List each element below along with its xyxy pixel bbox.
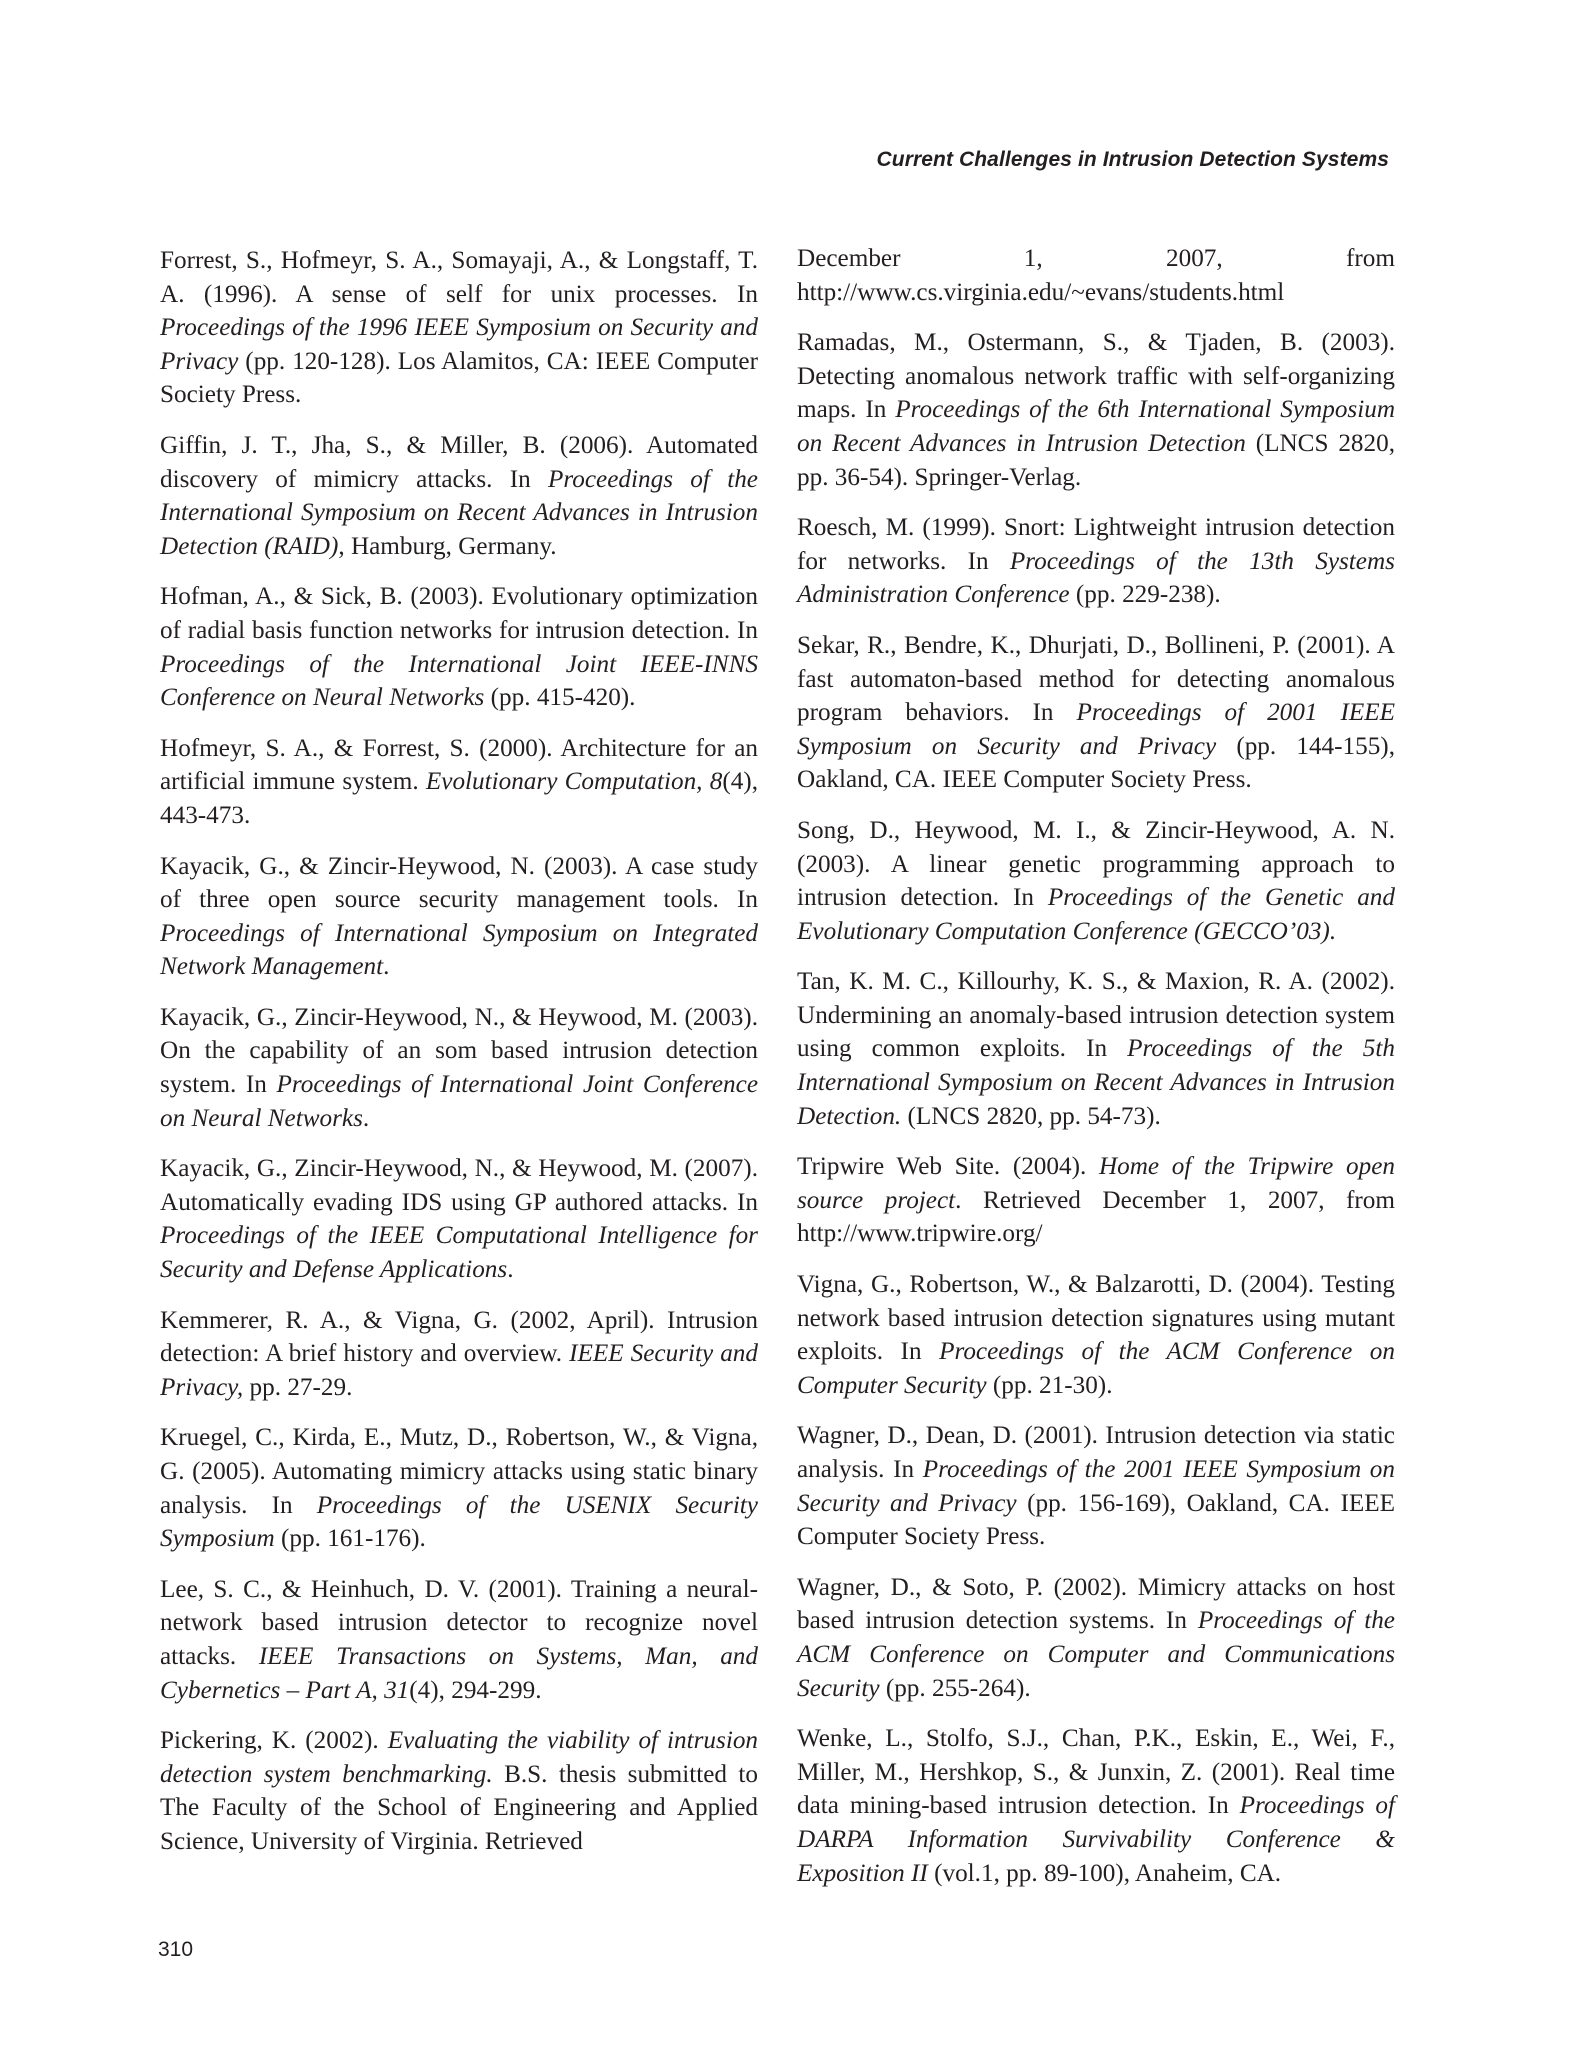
reference-entry: Sekar, R., Bendre, K., Dhurjati, D., Bollineni, P. (2001). A fast automaton-based method for detecting anomalous program behaviors. In Proceedings of 2001 IEEE Symposium on Security and Privacy (pp. 144-155), Oakland, CA. IEEE Computer Society Press. [797, 631, 1395, 794]
reference-entry-continuation: December 1, 2007, from http://www.cs.virginia.edu/~evans/students.html [797, 245, 1395, 306]
reference-entry: Giffin, J. T., Jha, S., & Miller, B. (2006). Automated discovery of mimicry attacks. In Proceedings of the International Symposium on Recent Advances in Intrusion Detection (RAID), Hamburg, Germany. [160, 431, 758, 560]
reference-entry: Forrest, S., Hofmeyr, S. A., Somayaji, A., & Longstaff, T. A. (1996). A sense of self for unix processes. In Proceedings of the 1996 IEEE Symposium on Security and Privacy (pp. 120-128). Los Alamitos, CA: IEEE Computer Society Press. [160, 247, 758, 409]
reference-entry: Pickering, K. (2002). Evaluating the viability of intrusion detection system benchmarking. B.S. thesis submitted to The Faculty of the School of Engineering and Applied Science, University of Virginia. Retrieved [160, 1727, 759, 1855]
reference-entry: Tan, K. M. C., Killourhy, K. S., & Maxion, R. A. (2002). Undermining an anomaly-based intrusion detection system using common exploits. In Proceedings of the 5th International Symposium on Recent Advances in Intrusion Detection. (LNCS 2820, pp. 54-73). [797, 968, 1395, 1130]
reference-entry: Wenke, L., Stolfo, S.J., Chan, P.K., Eskin, E., Wei, F., Miller, M., Hershkop, S., & Junxin, Z. (2001). Real time data mining-based intrusion detection. In Proceedings of DARPA Information Survivability Conference & Exposition II (vol.1, pp. 89-100), Anaheim, CA. [797, 1725, 1395, 1887]
running-header: Current Challenges in Intrusion Detection Systems [876, 148, 1389, 171]
reference-entry: Kemmerer, R. A., & Vigna, G. (2002, April). Intrusion detection: A brief history and overview. IEEE Security and Privacy, pp. 27-29. [160, 1306, 758, 1401]
reference-entry: Roesch, M. (1999). Snort: Lightweight intrusion detection for networks. In Proceedings of the 13th Systems Administration Conference (pp. 229-238). [797, 514, 1395, 609]
reference-entry: Kayacik, G., Zincir-Heywood, N., & Heywood, M. (2007). Automatically evading IDS using GP authored attacks. In Proceedings of the IEEE Computational Intelligence for Security and Defense Applications. [160, 1155, 758, 1284]
references-left-column [160, 244, 758, 1876]
references-right-column [797, 244, 1395, 1907]
reference-entry: Kruegel, C., Kirda, E., Mutz, D., Robertson, W., & Vigna, G. (2005). Automating mimicry attacks using static binary analysis. In Proceedings of the USENIX Security Symposium (pp. 161-176). [160, 1424, 758, 1553]
reference-entry: Lee, S. C., & Heinhuch, D. V. (2001). Training a neural-network based intrusion detector to recognize novel attacks. IEEE Transactions on Systems, Man, and Cybernetics – Part A, 31(4), 294-299. [160, 1575, 758, 1704]
reference-entry: Hofman, A., & Sick, B. (2003). Evolutionary optimization of radial basis function networks for intrusion detection. In Proceedings of the International Joint IEEE-INNS Conference on Neural Networks (pp. 415-420). [160, 583, 758, 712]
reference-entry: Wagner, D., Dean, D. (2001). Intrusion detection via static analysis. In Proceedings of the 2001 IEEE Symposium on Security and Privacy (pp. 156-169), Oakland, CA. IEEE Computer Society Press. [797, 1422, 1396, 1551]
reference-entry: Wagner, D., & Soto, P. (2002). Mimicry attacks on host based intrusion detection systems. In Proceedings of the ACM Conference on Computer and Communications Security (pp. 255-264). [797, 1573, 1395, 1702]
reference-entry: Kayacik, G., & Zincir-Heywood, N. (2003). A case study of three open source security management tools. In Proceedings of International Symposium on Integrated Network Management. [160, 852, 758, 981]
reference-entry: Kayacik, G., Zincir-Heywood, N., & Heywood, M. (2003). On the capability of an som based intrusion detection system. In Proceedings of International Joint Conference on Neural Networks. [160, 1003, 758, 1132]
page-number: 310 [158, 1938, 194, 1961]
reference-entry: Vigna, G., Robertson, W., & Balzarotti, D. (2004). Testing network based intrusion detection signatures using mutant exploits. In Proceedings of the ACM Conference on Computer Security (pp. 21-30). [797, 1271, 1395, 1399]
reference-entry: Song, D., Heywood, M. I., & Zincir-Heywood, A. N. (2003). A linear genetic programming approach to intrusion detection. In Proceedings of the Genetic and Evolutionary Computation Conference (GECCO’03). [797, 816, 1395, 945]
reference-entry: Tripwire Web Site. (2004). Home of the Tripwire open source project. Retrieved December 1, 2007, from http://www.tripwire.org/ [797, 1153, 1395, 1248]
reference-entry: Hofmeyr, S. A., & Forrest, S. (2000). Architecture for an artificial immune system. Evolutionary Computation, 8(4), 443-473. [160, 734, 758, 829]
reference-entry: Ramadas, M., Ostermann, S., & Tjaden, B. (2003). Detecting anomalous network traffic with self-organizing maps. In Proceedings of the 6th International Symposium on Recent Advances in Intrusion Detection (LNCS 2820, pp. 36-54). Springer-Verlag. [797, 329, 1396, 491]
